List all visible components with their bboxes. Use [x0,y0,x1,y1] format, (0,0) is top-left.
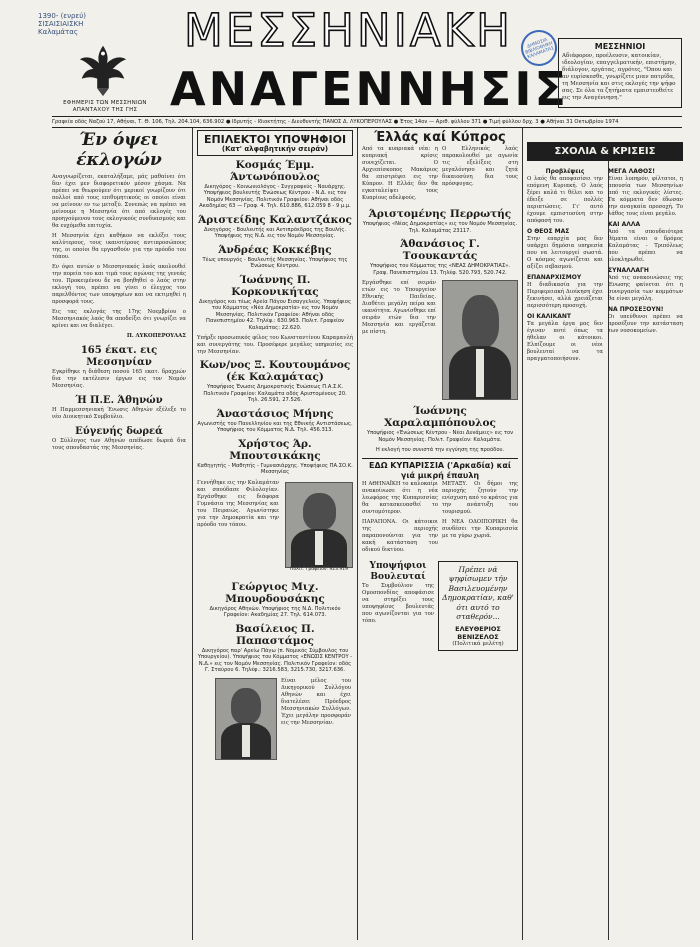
candidate-name: Κοσμάς Έμμ. Άντωνόπουλος [230,158,320,183]
comment-heading: ΣΥΝΑΛΛΑΓΗ [608,267,649,274]
editorial-paragraph: Εν όψει αυτών ο Μεσσηνιακός λαός ακολουθεί την πορεία του και τιμά τους αγώνας της γενεάς του. Προκειμένου δε να βοηθηθεί ο λαός στην εκλογή του, πρέπει να γίνει ο έλεγχος του παρελθόντος των υποψηφίων και να εκτιμηθεί η προσφορά τους. [52,264,186,305]
kyparissia-paragraph: Η ΝΕΑ ΟΔΟΙΠΟΡΙΚΗ θα συνδέσει την Κυπαρισσία με τα γύρω χωριά. [442,518,518,539]
comment-heading: ΟΙ ΚΑΛΙΚΑΝΤ [527,313,571,320]
comment-paragraph: Από τα σπουδαιότερα θέματα είναι ο δρόμος Καλαμάτας - Τριπόλεως που πρέπει να ολοκληρωθεί. [608,229,683,263]
column-comments [527,142,683,366]
comment-paragraph: Ο λαός θα αποφασίσει την επόμενη Κυριακή. Ο λαός ξέρει καλά τι θέλει και το έδειξε σε πολλές περιπτώσεις. Γι' αυτό έχουμε εμπιστοσύνη στην απόφασή του. [527,176,603,224]
candidate-name: Άριστείδης Καλαντζάκος [198,213,352,226]
comment-heading: ΝΑ ΠΡΟΣΕΞΟΥΝ! [608,306,664,313]
candidates-note-paragraph: Το Συμβούλιον της Ομοσπονδίας αποφάσισε να στηρίξει τους υποψηφίους βουλευτάς που αγωνίζονται για τον τόπο. [362,582,434,624]
candidate-name: Γεώργιος Μιχ. Μπουρδουσάκης [225,580,325,605]
org-caption [50,100,160,113]
column-editorial [52,130,186,455]
comment-heading: Προβλέψεις [545,168,585,175]
candidate-name: Κων/νος Ξ. Κουτουμάνος (έκ Καλαμάτας) [199,359,351,383]
info-box [558,38,682,108]
candidate-description: Τέως υπουργός - Βουλευτής Μεσσηνίας. Υποψήφιος της Ένώσεως Κέντρου. [202,256,348,269]
candidate-paragraph: Εργάσθηκε επί σειράν ετών εις το Υπουργείον Εθνικής Παιδείας. Διαθέτει μεγάλη πείρα και ικανότητα. Αγωνίσθηκε επί σειράν ετών δια την Μεσσηνία και εργάζεται με πίστη. [362,280,436,335]
candidate-description: Δικηγόρος Αθηνών. Υποψήφιος της Ν.Δ. Πολιτικόν Γραφείον: Ακαδημίας 27. Τηλ. 614.073. [209,605,341,618]
candidate-name: Ίωάννης Π. Κορκονικήτας [231,273,319,298]
comment-paragraph: Η διαδικασία για την Περιφερειακή Διοίκηση έχει ξεκινήσει, αλλά χρειάζεται περισσότερη προσοχή. [527,282,603,309]
funding-paragraph: Εγκρίθηκε η διάθεση ποσού 165 εκατ. δραχμών δια την εκτέλεσιν έργων εις τον Νομόν Μεσσηνίας. [52,369,186,389]
comment-heading: ΕΠΑΝΑΡΧΙΣΜΟΥ [527,274,582,281]
title-line1: ΜΕΣΣΗΝΙΑΚΗ [183,4,514,57]
info-box-text: Αδιάφορον, προέλευσιν, κατοικίαν, ιδεολογίαν, επαγγελματικήν, επιστήμην, διάλογον, εργάτας, αγρότες, "Όπου και αν ευρίσκεσθε, γνωρίζετε μιαν πατρίδα, τη Μεσσηνία και στις εκλογές την ψήφο σας. Σε όλα τα ζητήματα εμπιστευθείτε εις την Αναγέννηση." [562,53,677,101]
candidate-name: Άθανάσιος Γ. Τσουκαντάς [400,238,480,262]
kyparissia-paragraph: ΠΑΡΑΠΟΝΑ. Οι κάτοικοι της περιοχής παραπονούνται για την κακή κατάσταση του οδικού δικτύου. [362,518,438,553]
kyparissia-paragraph: ΜΕΤΑΞΥ. Οι δήμοι της περιοχής ζητούν την ενίσχυση από το κράτος για την ανάπτυξη του τουρισμού. [442,480,518,515]
org-line1: ΕΦΗΜΕΡΙΣ ΤΩΝ ΜΕΣΣΗΝΙΩΝ [63,100,147,106]
quote-text: Πρέπει νά ψηφίσωμεν τήν Βασιλευομένην Δημοκρατίαν, καθ' ότι αυτό το σταθερόν... [442,564,514,621]
candidate-name: Άνδρέας Κοκκέβης [218,243,332,256]
info-box-title: ΜΕΣΣΗΝΙΟΙ [594,42,646,51]
editorial-signature: Π. ΛΥΚΟΠΕΡΟΥΛΑΣ [126,333,186,339]
comments-body [527,165,683,366]
quote-role: (Πολιτικά μελέτη) [452,640,504,647]
seal-text: ΔΗΜΟΣΙΑ ΒΙΒΛΙΟΘΗΚΗ ΚΑΛΑΜΑΤΑΣ [524,37,555,60]
candidate-description: Δικηγόρος παρ' Αρείω Πάγω (π. Νομικός Σύμβουλος του Υπουργείου). Υποψήφιος του Κόμματος «ΕΝΩΣΙΣ ΚΕΝΤΡΟΥ - Ν.Δ.» εις τον Νομόν Μεσσηνίας. Πολιτικόν Γραφείον: οδός Γ. Σταύρου 6. Τηλέφ.: 3216.583, 3215.730, 3217.636. [197,647,353,673]
column-candidates [197,130,353,798]
candidate-description: Δικηγόρος και τέως Αρεία Πάγου Εισαγγελεύς. Υποψήφιος του Κόμματος «Νέα Δημοκρατία» εις τον Νομόν Μεσσηνίας. Πολιτικόν Γραφείον: Αθήναι οδός Πανεπιστημίου 42. Τηλέφ.: 630.963. Πολιτ. Γραφείον Καλαμάτας: 22.620. [198,298,352,331]
candidate-photo [442,280,518,400]
donation-headline: Εύγενής δωρεά [75,426,163,437]
org-line2: ΑΠΑΝΤΑΧΟΥ ΤΗΣ ΓΗΣ [72,106,138,113]
comments-left [527,165,603,366]
news-paragraph: Ο Ελληνικός λαός παρακολουθεί με αγωνία τις εξελίξεις στη μεγαλόνησο και ζητά δικαιοσύνη δια τους πρόσφυγας. [442,146,518,187]
column-rule [357,128,358,940]
candidate-description: Καθηγητής - Μαθητής - Γυμνασιάρχης. Υποψήφιος ΠΑ.ΣΟ.Κ. Μεσσηνίας [197,462,353,475]
candidates-note [362,561,434,651]
comment-heading: Ο ΘΕΟΣ ΜΑΣ [527,228,570,235]
editorial-paragraph: Αναγνωρίζεται, εκαταλήξαμε, μάς μαθαίνει ότι δεν έχει μεν διαφορετικόν μέσον χάσμα. Να πρέπει να θεωρούμεν ότι μερικοί γνωρίζουν ότι πολλοί από τους επιθυμητικούς οι οποίοι είναι να μείνουν εν τω μεταξύ. Συνεπώς να πρέπει να μείνουμε η Μεσσηνία ότι από εκλογές του προηγούμενου τους εκλογικούς συνδυασμούς και θα ευχόμεθα επιτυχία. [52,174,186,229]
editorial-paragraph: Η Μεσσηνία έχει καθήκον να εκλέξει τους καλύτερους, τους ικανοτέρους αντιπροσώπους της, οι οποίοι θα εργασθούν για την πρόοδο του τόπου. [52,233,186,260]
photo-caption: Πολιτ. Γραφείον: 923.919 [290,566,348,572]
candidate-description: Υποψήφιος Ένωσις Δημοκρατικής Ένώσεως Π.Α.Σ.Κ. Πολιτικόν Γραφείον: Καλαμάτα οδός Αριστομένους 20. Τηλ. 26.591, 27.526. [203,384,347,403]
candidate-block [197,480,353,578]
candidate-name: Ίωάννης Χαραλαμπόπουλος [384,405,496,429]
meta-line: Γραφεία οδός Ναζού 17, Αθήναι, Τ. Θ. 106, Τηλ. 204.104, 636.902 ● Ιδρυτής - Ιδιοκτήτης - Διευθυντής ΠΑΝΟΣ Δ. ΛΥΚΟΠΕΡΟΥΛΑΣ ● Έτος 14ον — Αριθ. φύλλου 371 ● Τιμή φύλλου δρχ. 3 ● Αθήναι 31 Οκτωβρίου 1974 [52,116,682,128]
candidate-name: Χρήστος Άρ. Μπουτσικάκης [229,437,321,462]
comment-paragraph: Τα μεγάλα έργα μας δεν έγιναν ποτέ όπως τα ήθελαν οι κάτοικοι. Ελπίζουμε οι νέοι βουλευταί να τα πραγματοποιήσουν. [527,321,603,362]
handwritten-note-line3: Καλαμάτας [38,28,78,36]
candidate-description: Δικηγόρος - Κοινωνιολόγος - Συγγραφεύς - Ναυάρχης. Υποψήφιος βουλευτής Ένώσεως Κέντρου - Ν.Δ. εις τον Νομόν Μεσσηνίας. Πολιτικόν Γραφείον: Αθήναι οδός Ακαδημίας 63 — Γραφ. 4. Τηλ. 610.886, 612.059 8 - 9 μ.μ. [199,183,351,209]
kyparissia-paragraph: Η ΑΘΗΝΑΪΚΗ το καλοκαίρι ανακοίνωσε ότι η νέα λεωφόρος της Κυπαρισσίας θα κατασκευασθεί το συντομότερον. [362,480,438,515]
candidate-description: Υποψήφιος «Ένώσεως Κέντρου - Νέαι Δυνάμεις» εις τον Νομόν Μεσσηνίας. Πολιτ. Γραφείον: Καλαμάτα. [366,430,514,443]
candidate-paragraph: Υπήρξε προσωπικός φίλος του Κωνσταντίνου Καραμανλή και συνεργάτης του. Προσέφερε μεγάλες υπηρεσίες εις την Μεσσηνίαν. [197,335,353,355]
funding-headline: 165 έκατ. εις Μεσσηνίαν [80,345,158,368]
quote-author: ΕΛΕΥΘΕΡΙΟΣ ΒΕΝΙΖΕΛΟΣ [455,624,501,641]
news-paragraph: Από τα κυπριακά νέα: η κυπριακή κρίσις συνεχίζεται. Ο Αρχιεπίσκοπος Μακάριος θα επιστρέψει εις την Κύπρον. Η Ελλάς δεν θα εγκαταλείψει τους Κυπρίους αδελφούς. [362,146,438,201]
candidate-name: Άριστομένης Περρωτής [368,208,512,220]
candidate-photo [285,482,353,568]
donation-paragraph: Ο Σύλλογος των Αθηνών απέδωσε δωρεά δια τους σπουδαστάς της Μεσσηνίας. [52,438,186,451]
candidates-note-title: Υποψήφιοι Βουλευταί [369,560,427,582]
editorial-headline: Έν όψει έκλογών [76,130,162,170]
kyparissia-headline: ΕΔΩ ΚΥΠΑΡΙΣΣΙΑ ('Αρκαδία) καί γιά μικρή έπαυλη [362,458,518,481]
candidates-banner-title: ΕΠΙΛΕΚΤΟΙ ΥΠΟΨΗΦΙΟΙ [203,133,347,146]
candidate-photo [215,678,277,760]
candidates-banner-subtitle: (Κατ' αλφαβητικήν σειράν) [221,145,329,153]
column-rule [192,128,193,940]
candidate-block [362,280,518,402]
greece-cyprus-headline: Έλλάς καί Κύπρος [374,130,506,145]
editorial-paragraph: Εις τας εκλογάς της 17ης Νοεμβρίου ο Μεσσηνιακός λαός θα αποδείξει ότι γνωρίζει να κρίνει και να διαλέγει. [52,309,186,329]
candidate-paragraph: Είναι μέλος του Δικηγορικού Συλλόγου Αθηνών και έχει διατελέσει Πρόεδρος Μεσσηνιακών Συλλόγων. Έχει μεγάλην προσφοράν εις την Μεσσηνίαν. [281,677,351,726]
candidate-description: Υποψήφιος «Νέας Δημοκρατίας» εις τον Νομόν Μεσσηνίας. Τηλ. Καλαμάτας 23117. [362,221,518,234]
candidate-name: Άναστάσιος Μήνης [216,407,334,420]
comment-paragraph: Οι υπεύθυνοι πρέπει να προσέξουν την κατάσταση των νοσοκομείων. [608,314,683,334]
comments-right [608,165,683,366]
candidates-banner [197,130,353,156]
handwritten-note-line2: ΣΙΣΑΙΣΙΑΙΣΚΗ [38,20,84,28]
greece-cyprus-body [362,146,518,205]
venizelos-quote-box [438,561,518,651]
handwritten-note-line1: 1390- (ενρεύ) [38,12,86,20]
candidate-description: Αγωνιστής του Πανελληνίου και της Εθνικής Αντιστάσεως. Υποψήφιος του Κόμματος Ν.Δ. Τηλ. 456.313. [197,420,353,433]
comment-paragraph: Στην επαρχία μας δεν υπάρχει δημόσια υπηρεσία που να λειτουργεί σωστά. Ο κόσμος αγωνίζεται και αξίζει σεβασμού. [527,236,603,270]
handwritten-note [38,12,86,36]
candidate-note: Η εκλογή του συνιστά την εγγύηση της προόδου. [375,447,505,453]
column-rule [522,128,523,940]
union-headline: Ή Π.Ε. Άθηνών [75,395,163,406]
bottom-section [362,561,518,651]
column-news [362,130,518,651]
kyparissia-body [362,481,518,557]
comment-heading: ΜΕΓΑ ΛΑΘΟΣ! [608,168,655,175]
phoenix-emblem-icon [74,40,132,98]
comment-paragraph: Από τις ανακοινώσεις της Ένωσης φαίνεται ότι η συνεργασία των κομμάτων θα είναι μεγάλη. [608,275,683,302]
candidate-name: Βασίλειος Π. Παπαστάμος [235,622,315,647]
union-paragraph: Η Παμμεσσηνιακή Ένωσις Αθηνών εξέλεξε το νέο Διοικητικό Συμβούλιο. [52,407,186,420]
comment-paragraph: Είναι λυπηρόν, φίλτατοι, η απουσία των Μεσσηνίων από τις εκλογικές λίστες. Τα κόμματα δεν έδωσαν την αναγκαία προσοχή. Το λάθος τους είναι μεγάλο. [608,176,683,217]
candidate-description: Δικηγόρος - Βουλευτής και Αντιπρόεδρος της Βουλής. Υποψήφιος της Ν.Δ. εις τον Νομόν Μεσσηνίας. [203,226,347,239]
candidate-paragraph: Γεννήθηκε εις την Καλαμάταν και σπούδασε Φιλολογίαν. Εργάσθηκε εις διάφορα Γυμνάσια της Μεσσηνίας και του Πειραιώς. Αγωνίστηκε για την Δημοκρατία και την πρόοδο του τόπου. [197,479,279,528]
comments-banner: ΣΧΟΛΙΑ & ΚΡΙΣΕΙΣ [527,142,683,161]
comment-heading: ΚΑΙ ΑΛΛΑ [608,221,641,228]
title-line2: ΑΝΑΓΕΝΝΗΣΙΣ [170,62,569,116]
candidate-block [197,678,353,798]
candidate-description: Υποψήφιος του Κόμματος της «ΝΕΑΣ ΔΗΜΟΚΡΑΤΙΑΣ». Γραφ. Πανεπιστημίου 13. Τηλέφ. 520.793, 520.742. [369,263,511,276]
